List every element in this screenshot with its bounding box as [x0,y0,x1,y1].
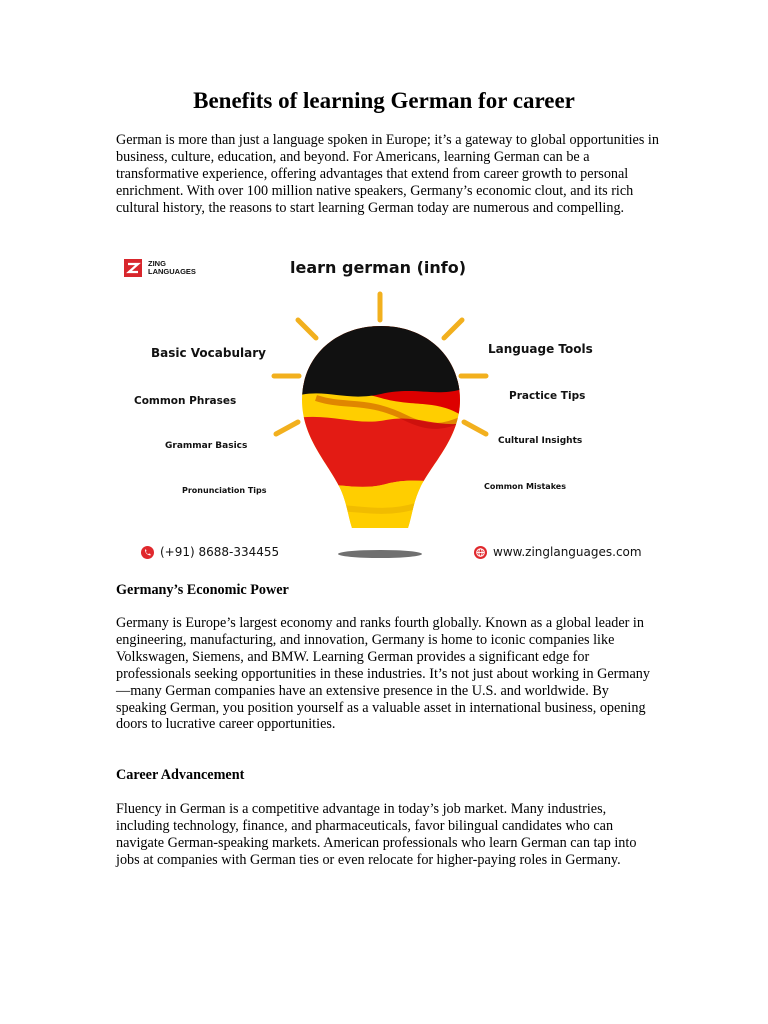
website-url[interactable]: www.zinglanguages.com [493,545,642,559]
section-heading-career-advancement: Career Advancement [116,767,245,783]
lightbulb-illustration [116,248,656,572]
infographic [116,248,656,572]
brand-logo [124,259,196,277]
label-common-mistakes: Common Mistakes [484,482,566,491]
zing-logo-icon [124,259,142,277]
label-grammar-basics: Grammar Basics [165,441,248,451]
intro-paragraph: German is more than just a language spoken in Europe; it’s a gateway to global opportunities in business, culture, education, and beyond. For Americans, learning German can be a transformative experience, offering advantages that extend from career growth to personal enrichment. With over 100 million native speakers, Germany’s economic clout, and its rich cultural history, the reasons to start learning German today are numerous and compelling. [116,132,659,216]
section-heading-economic-power: Germany’s Economic Power [116,582,289,598]
phone-number: (+91) 8688-334455 [160,545,280,559]
german-flag-bulb [296,318,466,533]
website-contact [474,545,642,559]
page-title: Benefits of learning German for career [193,88,575,113]
label-language-tools: Language Tools [488,342,593,356]
bulb-shadow [338,550,422,558]
phone-contact [141,545,279,559]
label-practice-tips: Practice Tips [509,390,586,402]
section-body-economic-power: Germany is Europe’s largest economy and ranks fourth globally. Known as a global leader in engineering, manufacturing, and innovation, Germany is home to iconic companies like Volkswagen, Siemens, and BMW. Learning German provides a significant edge for professionals seeking opportunities in these industries. It’s not just about working in Germany—many German companies have an extensive presence in the U.S. and worldwide. By speaking German, you position yourself as a valuable asset in international business, opening doors to lucrative career opportunities. [116,615,650,733]
phone-icon [141,546,154,559]
infographic-title: learn german (info) [290,258,467,277]
label-common-phrases: Common Phrases [134,395,237,407]
brand-name: ZING LANGUAGES [148,258,196,276]
globe-icon [474,546,487,559]
section-body-career-advancement: Fluency in German is a competitive advantage in today’s job market. Many industries, including technology, finance, and pharmaceuticals, favor bilingual candidates who can navigate German-speaking markets. American professionals who learn German can tap into jobs at companies with German ties or even relocate for higher-paying roles in Germany. [116,801,637,868]
label-basic-vocabulary: Basic Vocabulary [151,346,266,360]
label-cultural-insights: Cultural Insights [498,436,583,446]
label-pronunciation-tips: Pronunciation Tips [182,486,267,495]
